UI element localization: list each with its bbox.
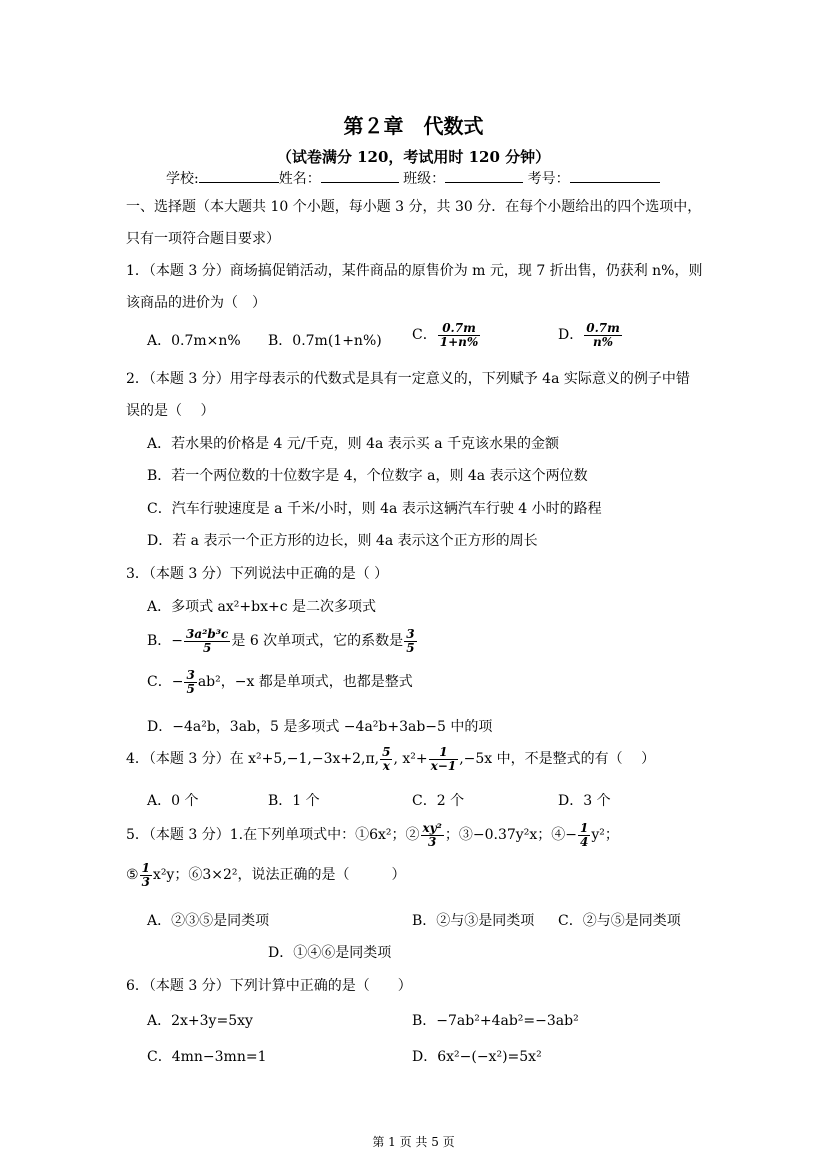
q3-option-d[interactable]: D．−4a²b，3ab，5 是多项式 −4a²b+3ab−5 中的项 <box>147 719 493 735</box>
q3-c-numerator: 3 <box>186 668 195 682</box>
exam-no-label: 考号： <box>527 171 570 187</box>
q5-f1-denominator: 3 <box>428 834 437 849</box>
q5-option-a[interactable]: A．②③⑤是同类项 <box>147 913 270 929</box>
q3-b-coef-denominator: 5 <box>406 640 415 655</box>
page-title: 第２章 代数式 <box>343 114 484 138</box>
class-blank[interactable] <box>445 168 523 183</box>
school-label: 学校: <box>166 171 199 187</box>
q4-stem-post: ,−5x 中，不是整式的有（ ） <box>459 751 656 768</box>
q1-option-c-fraction <box>438 322 481 348</box>
q4-stem <box>126 746 655 772</box>
q3-b-coefficient <box>404 628 416 654</box>
q4-option-c[interactable]: C．2 个 <box>412 793 465 809</box>
q4-stem-pre: 4．（本题 3 分）在 x²+5,−1,−3x+2,π, <box>126 751 380 768</box>
student-info-row <box>166 168 660 188</box>
q5-line2-post: x²y；⑥3×2²，说法正确的是（ ） <box>152 867 406 884</box>
q5-line2-pre: ⑤ <box>126 867 139 884</box>
q4-f1-denominator: x <box>382 758 390 773</box>
q5-fraction-1 <box>421 822 444 848</box>
q3-option-a[interactable]: A．多项式 ax²+bx+c 是二次多项式 <box>147 599 377 615</box>
q4-f2-numerator: 1 <box>429 746 459 760</box>
q5-f1-numerator: xy² <box>422 821 442 835</box>
q5-stem-line1 <box>126 822 619 848</box>
q5-stem-line2 <box>126 862 406 888</box>
q5-stem-pre: 5．（本题 3 分）1.在下列单项式中：①6x²；② <box>126 827 420 844</box>
q1-option-a[interactable]: A．0.7m×n% <box>147 333 241 349</box>
name-blank[interactable] <box>321 168 399 183</box>
q3-c-fraction <box>184 669 196 695</box>
q2-stem-line2: 误的是（ ） <box>126 403 215 419</box>
q5-fraction-3 <box>140 862 152 888</box>
q1-stem-line2: 该商品的进价为（ ） <box>126 295 266 311</box>
q4-fraction-1 <box>380 746 392 772</box>
q2-option-a[interactable]: A．若水果的价格是 4 元/千克，则 4a 表示买 a 千克该水果的金额 <box>147 436 560 452</box>
q1-d-numerator: 0.7m <box>586 321 620 335</box>
page-number: 第 1 页 共 5 页 <box>372 1135 455 1149</box>
q6-option-a[interactable]: A．2x+3y=5xy <box>147 1013 253 1029</box>
q3-option-c[interactable]: C．− $\frac{3}{5}$ ab²，−x 都是单项式，也都是整式 <box>147 668 413 696</box>
q3-b-text: 是 6 次单项式，它的系数是 <box>231 633 404 650</box>
q2-option-d[interactable]: D．若 a 表示一个正方形的边长，则 4a 表示这个正方形的周长 <box>147 533 538 549</box>
q4-option-a[interactable]: A．0 个 <box>147 793 199 809</box>
q3-c-denominator: 5 <box>186 681 195 696</box>
q5-f3-denominator: 3 <box>141 874 150 889</box>
q3-b-coef-numerator: 3 <box>406 627 415 641</box>
section-heading-line1: 一、选择题（本大题共 10 个小题，每小题 3 分，共 30 分．在每个小题给出的四个选项中， <box>126 199 702 215</box>
q3-b-denominator: 5 <box>203 640 212 655</box>
q5-stem-mid: ；③−0.37y²x；④− <box>444 827 577 844</box>
q3-c-text: ab²，−x 都是单项式，也都是整式 <box>197 674 413 691</box>
q6-stem: 6．（本题 3 分）下列计算中正确的是（ ） <box>126 978 412 994</box>
exam-no-blank[interactable] <box>570 168 660 183</box>
q2-option-b[interactable]: B．若一个两位数的十位数字是 4，个位数字 a，则 4a 表示这个两位数 <box>147 468 588 484</box>
name-label: 姓名： <box>278 171 321 187</box>
q1-option-b[interactable]: B．0.7m(1+n%) <box>268 333 382 349</box>
q3-option-c-label: C． <box>147 674 172 691</box>
q3-option-b[interactable]: B．− $\frac{\text{3a²b³c}}{5}$ 是 6 次单项式，它的系数是 $\frac{3}{5}$ <box>147 627 415 655</box>
q3-b-fraction <box>184 628 230 654</box>
q5-option-d[interactable]: D．①④⑥是同类项 <box>268 945 392 961</box>
q4-option-b[interactable]: B．1 个 <box>268 793 320 809</box>
q3-option-b-label: B． <box>147 633 172 650</box>
q5-option-b[interactable]: B．②与③是同类项 <box>412 913 535 929</box>
q5-stem-post: y²； <box>591 827 619 844</box>
q1-option-d-fraction <box>584 322 622 348</box>
class-label: 班级： <box>403 171 446 187</box>
q5-f2-numerator: 1 <box>579 821 589 835</box>
q1-c-numerator: 0.7m <box>438 322 481 336</box>
q4-stem-mid: , x²+ <box>393 751 428 768</box>
school-blank[interactable] <box>199 168 279 183</box>
q1-d-denominator: n% <box>592 334 614 349</box>
q6-option-b[interactable]: B．−7ab²+4ab²=−3ab² <box>412 1013 579 1029</box>
q4-f1-numerator: 5 <box>382 745 391 759</box>
q1-option-d[interactable] <box>558 322 623 348</box>
q4-f2-denominator: x−1 <box>430 758 457 773</box>
q4-fraction-2 <box>429 746 459 772</box>
page-subtitle: （试卷满分 120，考试用时 120 分钟） <box>276 148 551 166</box>
q5-f3-numerator: 1 <box>141 861 150 875</box>
q5-option-c[interactable]: C．②与⑤是同类项 <box>558 913 681 929</box>
q1-stem-line1: 1．（本题 3 分）商场搞促销活动，某件商品的原售价为 m 元，现 7 折出售，仍获利 n%，则 <box>126 263 703 279</box>
q1-option-c-label: C． <box>412 327 437 344</box>
q1-c-denominator: 1+n% <box>439 334 479 349</box>
q6-option-d[interactable]: D．6x²−(−x²)=5x² <box>412 1049 542 1065</box>
q1-option-d-label: D． <box>558 327 584 344</box>
q4-option-d[interactable]: D．3 个 <box>558 793 611 809</box>
q2-option-c[interactable]: C．汽车行驶速度是 a 千米/小时，则 4a 表示这辆汽车行驶 4 小时的路程 <box>147 501 602 517</box>
q5-fraction-2 <box>578 822 590 848</box>
q6-option-c[interactable]: C．4mn−3mn=1 <box>147 1049 267 1065</box>
q2-stem-line1: 2．（本题 3 分）用字母表示的代数式是具有一定意义的，下列赋予 4a 实际意义的例子中错 <box>126 371 690 387</box>
q3-stem: 3．（本题 3 分）下列说法中正确的是（ ） <box>126 566 389 582</box>
section-heading-line2: 只有一项符合题目要求） <box>126 231 280 247</box>
q5-f2-denominator: 4 <box>579 834 589 849</box>
q1-option-c[interactable] <box>412 322 481 348</box>
q3-b-numerator: 3a²b³c <box>186 627 229 641</box>
